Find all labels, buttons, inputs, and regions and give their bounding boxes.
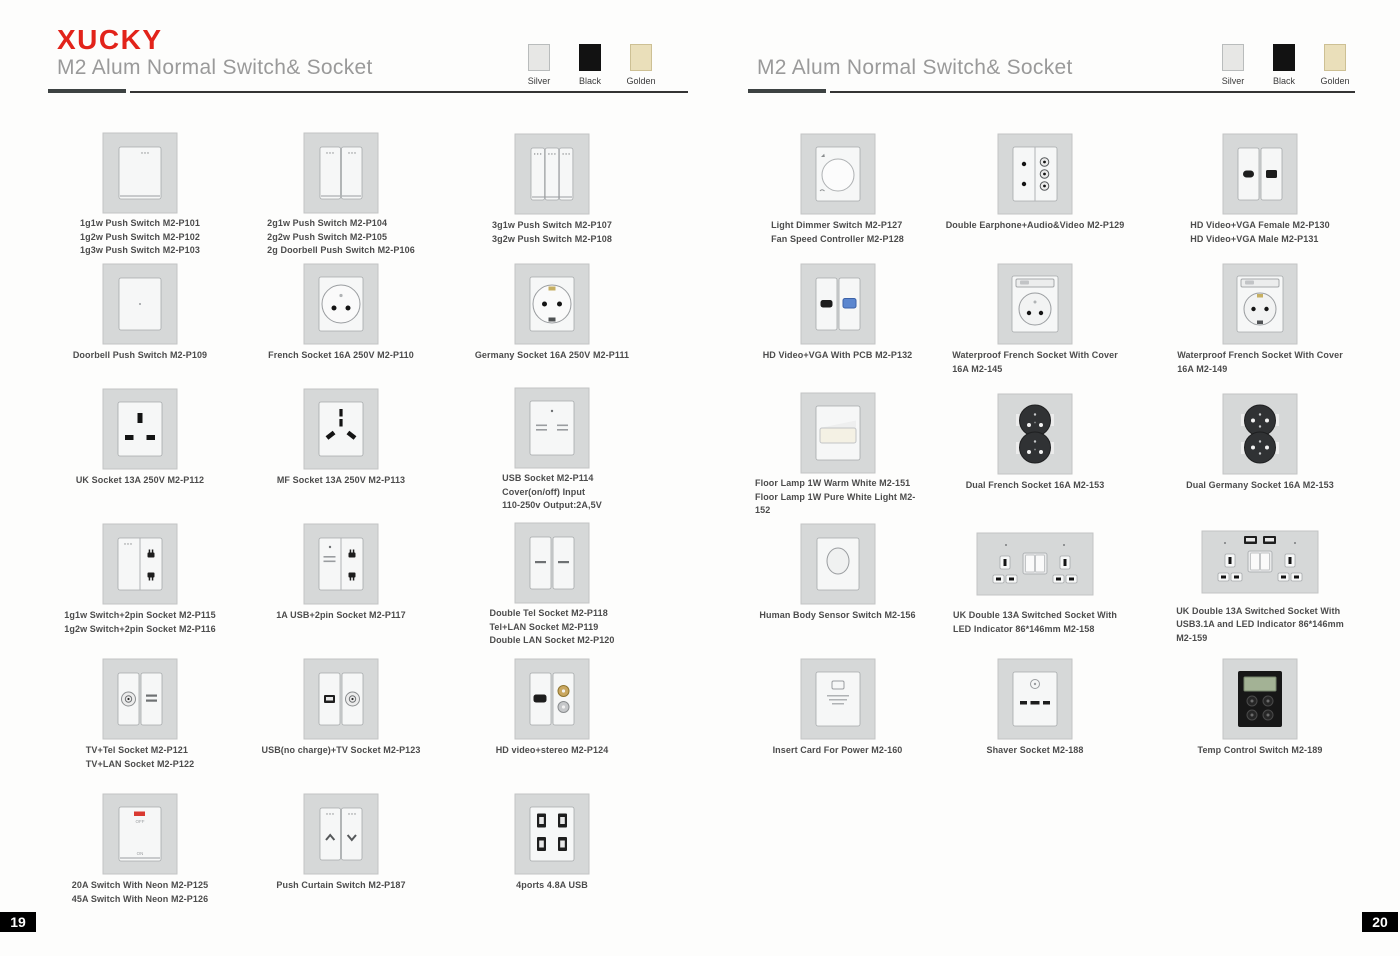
- insert-card-illustration: [800, 658, 876, 740]
- product-image-uk-socket: [102, 387, 178, 471]
- product-caption: [759, 609, 915, 623]
- divider-line: [130, 91, 688, 93]
- product-image-temp-control: [1222, 657, 1298, 741]
- caption-line: 1g1w Push Switch M2-P101: [80, 218, 200, 228]
- black-color-chip: [1273, 44, 1295, 71]
- product-caption: [262, 744, 421, 758]
- double-tel-illustration: [514, 522, 590, 604]
- product-image-sensor: [800, 522, 876, 606]
- product-image-usb-2pin: [303, 522, 379, 606]
- product-cell: [920, 120, 1150, 250]
- caption-line: Fan Speed Controller M2-P128: [771, 233, 904, 244]
- uk-double-illustration: [976, 532, 1094, 596]
- swatch-label: Black: [578, 76, 601, 86]
- product-caption: [1176, 605, 1344, 646]
- caption-line: 1g1w Switch+2pin Socket M2-P115: [64, 610, 216, 620]
- caption-line: USB3.1A and LED Indicator 86*146mm: [1176, 619, 1344, 629]
- caption-line: Waterproof French Socket With Cover: [1177, 350, 1343, 360]
- color-swatches: [1220, 44, 1348, 86]
- product-cell: [755, 645, 920, 780]
- caption-line: Floor Lamp 1W Warm White M2-151: [755, 478, 911, 488]
- product-image-waterproof-german: [1222, 262, 1298, 346]
- curtain-illustration: [303, 793, 379, 875]
- caption-line: Insert Card For Power M2-160: [772, 745, 903, 755]
- product-caption: [1177, 349, 1343, 376]
- caption-line: 20A Switch With Neon M2-P125: [71, 880, 209, 890]
- product-image-uk-double: [976, 522, 1094, 606]
- product-caption: [76, 474, 204, 488]
- usb-tv-illustration: [303, 658, 379, 740]
- page-title: M2 Alum Normal Switch& Socket: [57, 56, 373, 79]
- product-caption: [489, 607, 614, 648]
- caption-line: Double Tel Socket M2-P118: [489, 608, 608, 618]
- product-image-doorbell: [102, 262, 178, 346]
- caption-line: French Socket 16A 250V M2-P110: [268, 350, 414, 360]
- product-cell: [235, 120, 447, 255]
- product-cell: [447, 250, 657, 375]
- product-image-dual-french: [997, 392, 1073, 476]
- product-caption: [1190, 219, 1330, 246]
- product-caption: [72, 879, 208, 906]
- product-caption: [953, 609, 1117, 636]
- tv-tel-illustration: [102, 658, 178, 740]
- page-number: 20: [1362, 912, 1398, 932]
- caption-line: UK Socket 13A 250V M2-P112: [75, 475, 205, 485]
- product-cell: [1150, 510, 1370, 645]
- header-divider: [748, 89, 1355, 94]
- product-caption: [73, 349, 207, 363]
- product-cell: [447, 780, 657, 910]
- swatch-label: Silver: [1221, 76, 1245, 86]
- caption-line: HD Video+VGA Male M2-P131: [1190, 233, 1319, 244]
- caption-line: 45A Switch With Neon M2-P126: [71, 893, 209, 904]
- product-cell: [447, 510, 657, 645]
- product-cell: [755, 250, 920, 380]
- product-image-switch-2pin: [102, 522, 178, 606]
- caption-line: Tel+LAN Socket M2-P119: [489, 621, 599, 632]
- product-image-waterproof-french: [997, 262, 1073, 346]
- golden-color-chip: [630, 44, 652, 71]
- neon-switch-illustration: [102, 793, 178, 875]
- product-cell: [447, 120, 657, 250]
- product-cell: [1150, 250, 1370, 380]
- product-image-french-socket: [303, 262, 379, 346]
- caption-line: Shaver Socket M2-188: [986, 745, 1084, 755]
- caption-line: MF Socket 13A 250V M2-P113: [276, 475, 406, 485]
- product-cell: [755, 380, 920, 515]
- caption-line: Dual French Socket 16A M2-153: [965, 480, 1105, 490]
- caption-line: 2g1w Push Switch M2-P104: [267, 218, 388, 228]
- product-image-earphone-av: [997, 132, 1073, 216]
- product-image-switch-2g: [303, 132, 379, 214]
- dual-french-illustration: [997, 393, 1073, 475]
- caption-line: TV+Tel Socket M2-P121: [85, 745, 189, 755]
- product-caption: [268, 349, 414, 363]
- product-image-floor-lamp: [800, 392, 876, 474]
- german-socket-illustration: [514, 263, 590, 345]
- product-caption: [946, 219, 1125, 233]
- divider-accent: [48, 89, 126, 93]
- product-cell: [920, 510, 1150, 645]
- product-cell: [920, 645, 1150, 780]
- caption-line: 2g Doorbell Push Switch M2-P106: [267, 245, 415, 255]
- product-caption: [986, 744, 1083, 758]
- caption-line: Cover(on/off) Input: [502, 486, 586, 497]
- caption-line: Double LAN Socket M2-P120: [489, 635, 615, 645]
- swatch-golden: [628, 44, 654, 86]
- product-cell: [447, 375, 657, 510]
- product-caption: [1198, 744, 1323, 758]
- product-cell: [235, 375, 447, 510]
- waterproof-french-illustration: [997, 263, 1073, 345]
- product-caption: [496, 744, 609, 758]
- product-cell: [447, 645, 657, 780]
- product-cell: [45, 780, 235, 910]
- svg-text:ON: ON: [136, 851, 144, 856]
- catalog-page-right: [700, 0, 1400, 956]
- product-caption: [952, 349, 1118, 376]
- product-cell: [920, 250, 1150, 380]
- product-caption: [475, 349, 629, 363]
- waterproof-german-illustration: [1222, 263, 1298, 345]
- brand-logo: XUCKY: [57, 24, 163, 55]
- caption-line: USB(no charge)+TV Socket M2-P123: [261, 745, 421, 755]
- product-caption: [1186, 479, 1334, 493]
- sensor-illustration: [800, 523, 876, 605]
- golden-color-chip: [1324, 44, 1346, 71]
- product-image-hd-stereo: [514, 657, 590, 741]
- swatch-silver: [526, 44, 552, 86]
- product-caption: [502, 472, 602, 513]
- page-number: 19: [0, 912, 36, 932]
- caption-line: HD video+stereo M2-P124: [495, 745, 609, 755]
- product-grid: [45, 120, 657, 910]
- hdmi-double-illustration: [1222, 133, 1298, 215]
- caption-line: HD Video+VGA With PCB M2-P132: [762, 350, 913, 360]
- product-image-usb-tv: [303, 657, 379, 741]
- caption-line: Germany Socket 16A 250V M2-P111: [474, 350, 630, 360]
- caption-line: Double Earphone+Audio&Video M2-P129: [945, 220, 1125, 230]
- product-cell: [45, 375, 235, 510]
- caption-line: 1g2w Switch+2pin Socket M2-P116: [64, 623, 216, 634]
- product-image-usb-socket: [514, 387, 590, 469]
- product-caption: [276, 879, 405, 893]
- caption-line: 16A M2-149: [1177, 363, 1228, 374]
- product-cell: [235, 510, 447, 645]
- caption-line: 1g2w Push Switch M2-P102: [80, 231, 200, 242]
- swatch-label: Black: [1272, 76, 1295, 86]
- caption-line: Human Body Sensor Switch M2-156: [759, 610, 916, 620]
- uk-socket-illustration: [102, 388, 178, 470]
- header-divider: [48, 89, 688, 94]
- product-image-german-socket: [514, 262, 590, 346]
- caption-line: Temp Control Switch M2-189: [1197, 745, 1323, 755]
- product-cell: [1150, 645, 1370, 780]
- caption-line: LED Indicator 86*146mm M2-158: [952, 623, 1095, 634]
- dimmer-illustration: [800, 133, 876, 215]
- product-image-neon-switch: [102, 792, 178, 876]
- uk-double-usb-illustration: [1201, 530, 1319, 594]
- switch-2g-illustration: [303, 132, 379, 214]
- product-image-usb-4ports: [514, 792, 590, 876]
- shaver-illustration: [997, 658, 1073, 740]
- earphone-av-illustration: [997, 133, 1073, 215]
- product-image-double-tel: [514, 522, 590, 604]
- product-image-hdmi-double: [1222, 132, 1298, 216]
- product-cell: [45, 250, 235, 375]
- product-caption: [492, 219, 612, 246]
- product-cell: [235, 645, 447, 780]
- product-cell: [45, 510, 235, 645]
- product-caption: [773, 744, 903, 758]
- product-cell: [755, 510, 920, 645]
- swatch-silver: [1220, 44, 1246, 86]
- product-cell: [755, 120, 920, 250]
- product-caption: [966, 479, 1105, 493]
- product-cell: [920, 380, 1150, 510]
- doorbell-illustration: [102, 263, 178, 345]
- product-caption: [516, 879, 588, 893]
- mf-socket-illustration: [303, 388, 379, 470]
- caption-line: Dual Germany Socket 16A M2-153: [1186, 480, 1334, 490]
- swatch-black: [1271, 44, 1297, 86]
- caption-line: 16A M2-145: [952, 363, 1003, 374]
- caption-line: M2-159: [1176, 632, 1208, 643]
- usb-socket-illustration: [514, 387, 590, 469]
- product-image-dual-german: [1222, 392, 1298, 476]
- caption-line: 1g3w Push Switch M2-P103: [80, 245, 200, 255]
- product-image-switch-1g: [102, 132, 178, 214]
- black-color-chip: [579, 44, 601, 71]
- svg-text:OFF: OFF: [135, 819, 145, 824]
- caption-line: HD Video+VGA Female M2-P130: [1190, 220, 1330, 230]
- caption-line: UK Double 13A Switched Socket With: [952, 610, 1117, 620]
- switch-2pin-illustration: [102, 523, 178, 605]
- french-socket-illustration: [303, 263, 379, 345]
- swatch-label: Golden: [626, 76, 656, 86]
- product-caption: [277, 474, 405, 488]
- floor-lamp-illustration: [800, 392, 876, 474]
- divider-accent: [748, 89, 826, 93]
- page-title: M2 Alum Normal Switch& Socket: [757, 56, 1073, 79]
- caption-line: Push Curtain Switch M2-P187: [276, 880, 406, 890]
- dual-german-illustration: [1222, 393, 1298, 475]
- product-image-tv-tel: [102, 657, 178, 741]
- swatch-label: Golden: [1320, 76, 1350, 86]
- product-image-curtain: [303, 792, 379, 876]
- swatch-black: [577, 44, 603, 86]
- caption-line: Light Dimmer Switch M2-P127: [771, 220, 903, 230]
- silver-color-chip: [528, 44, 550, 71]
- silver-color-chip: [1222, 44, 1244, 71]
- caption-line: 1A USB+2pin Socket M2-P117: [276, 610, 406, 620]
- caption-line: Waterproof French Socket With Cover: [952, 350, 1118, 360]
- hdmi-vga-illustration: [800, 263, 876, 345]
- product-image-uk-double-usb: [1201, 522, 1319, 602]
- swatch-label: Silver: [527, 76, 551, 86]
- switch-3g-illustration: [514, 133, 590, 215]
- product-grid: [755, 120, 1370, 780]
- product-caption: [771, 219, 904, 246]
- product-cell: [235, 780, 447, 910]
- caption-line: Floor Lamp 1W Pure White Light M2-152: [755, 491, 916, 515]
- divider-line: [830, 91, 1355, 93]
- product-cell: [1150, 120, 1370, 250]
- product-caption: [276, 609, 406, 623]
- caption-line: UK Double 13A Switched Socket With: [1176, 605, 1341, 616]
- product-caption: [763, 349, 913, 363]
- product-cell: [1150, 380, 1370, 510]
- product-caption: [86, 744, 194, 771]
- product-cell: [45, 645, 235, 780]
- product-cell: [235, 250, 447, 375]
- product-image-switch-3g: [514, 132, 590, 216]
- product-image-mf-socket: [303, 387, 379, 471]
- caption-line: 2g2w Push Switch M2-P105: [267, 231, 388, 242]
- swatch-golden: [1322, 44, 1348, 86]
- caption-line: Doorbell Push Switch M2-P109: [72, 350, 208, 360]
- color-swatches: [526, 44, 654, 86]
- product-caption: [64, 609, 215, 636]
- product-cell: [45, 120, 235, 255]
- caption-line: TV+LAN Socket M2-P122: [85, 758, 195, 769]
- caption-line: 3g2w Push Switch M2-P108: [492, 233, 612, 244]
- caption-line: 110-250v Output:2A,5V: [502, 500, 602, 510]
- product-image-shaver: [997, 657, 1073, 741]
- usb-4ports-illustration: [514, 793, 590, 875]
- hd-stereo-illustration: [514, 658, 590, 740]
- caption-line: USB Socket M2-P114: [502, 473, 594, 483]
- caption-line: 3g1w Push Switch M2-P107: [492, 220, 612, 230]
- usb-2pin-illustration: [303, 523, 379, 605]
- switch-1g-illustration: [102, 132, 178, 214]
- caption-line: 4ports 4.8A USB: [516, 880, 588, 890]
- product-image-insert-card: [800, 657, 876, 741]
- temp-control-illustration: [1222, 658, 1298, 740]
- product-image-hdmi-vga: [800, 262, 876, 346]
- product-image-dimmer: [800, 132, 876, 216]
